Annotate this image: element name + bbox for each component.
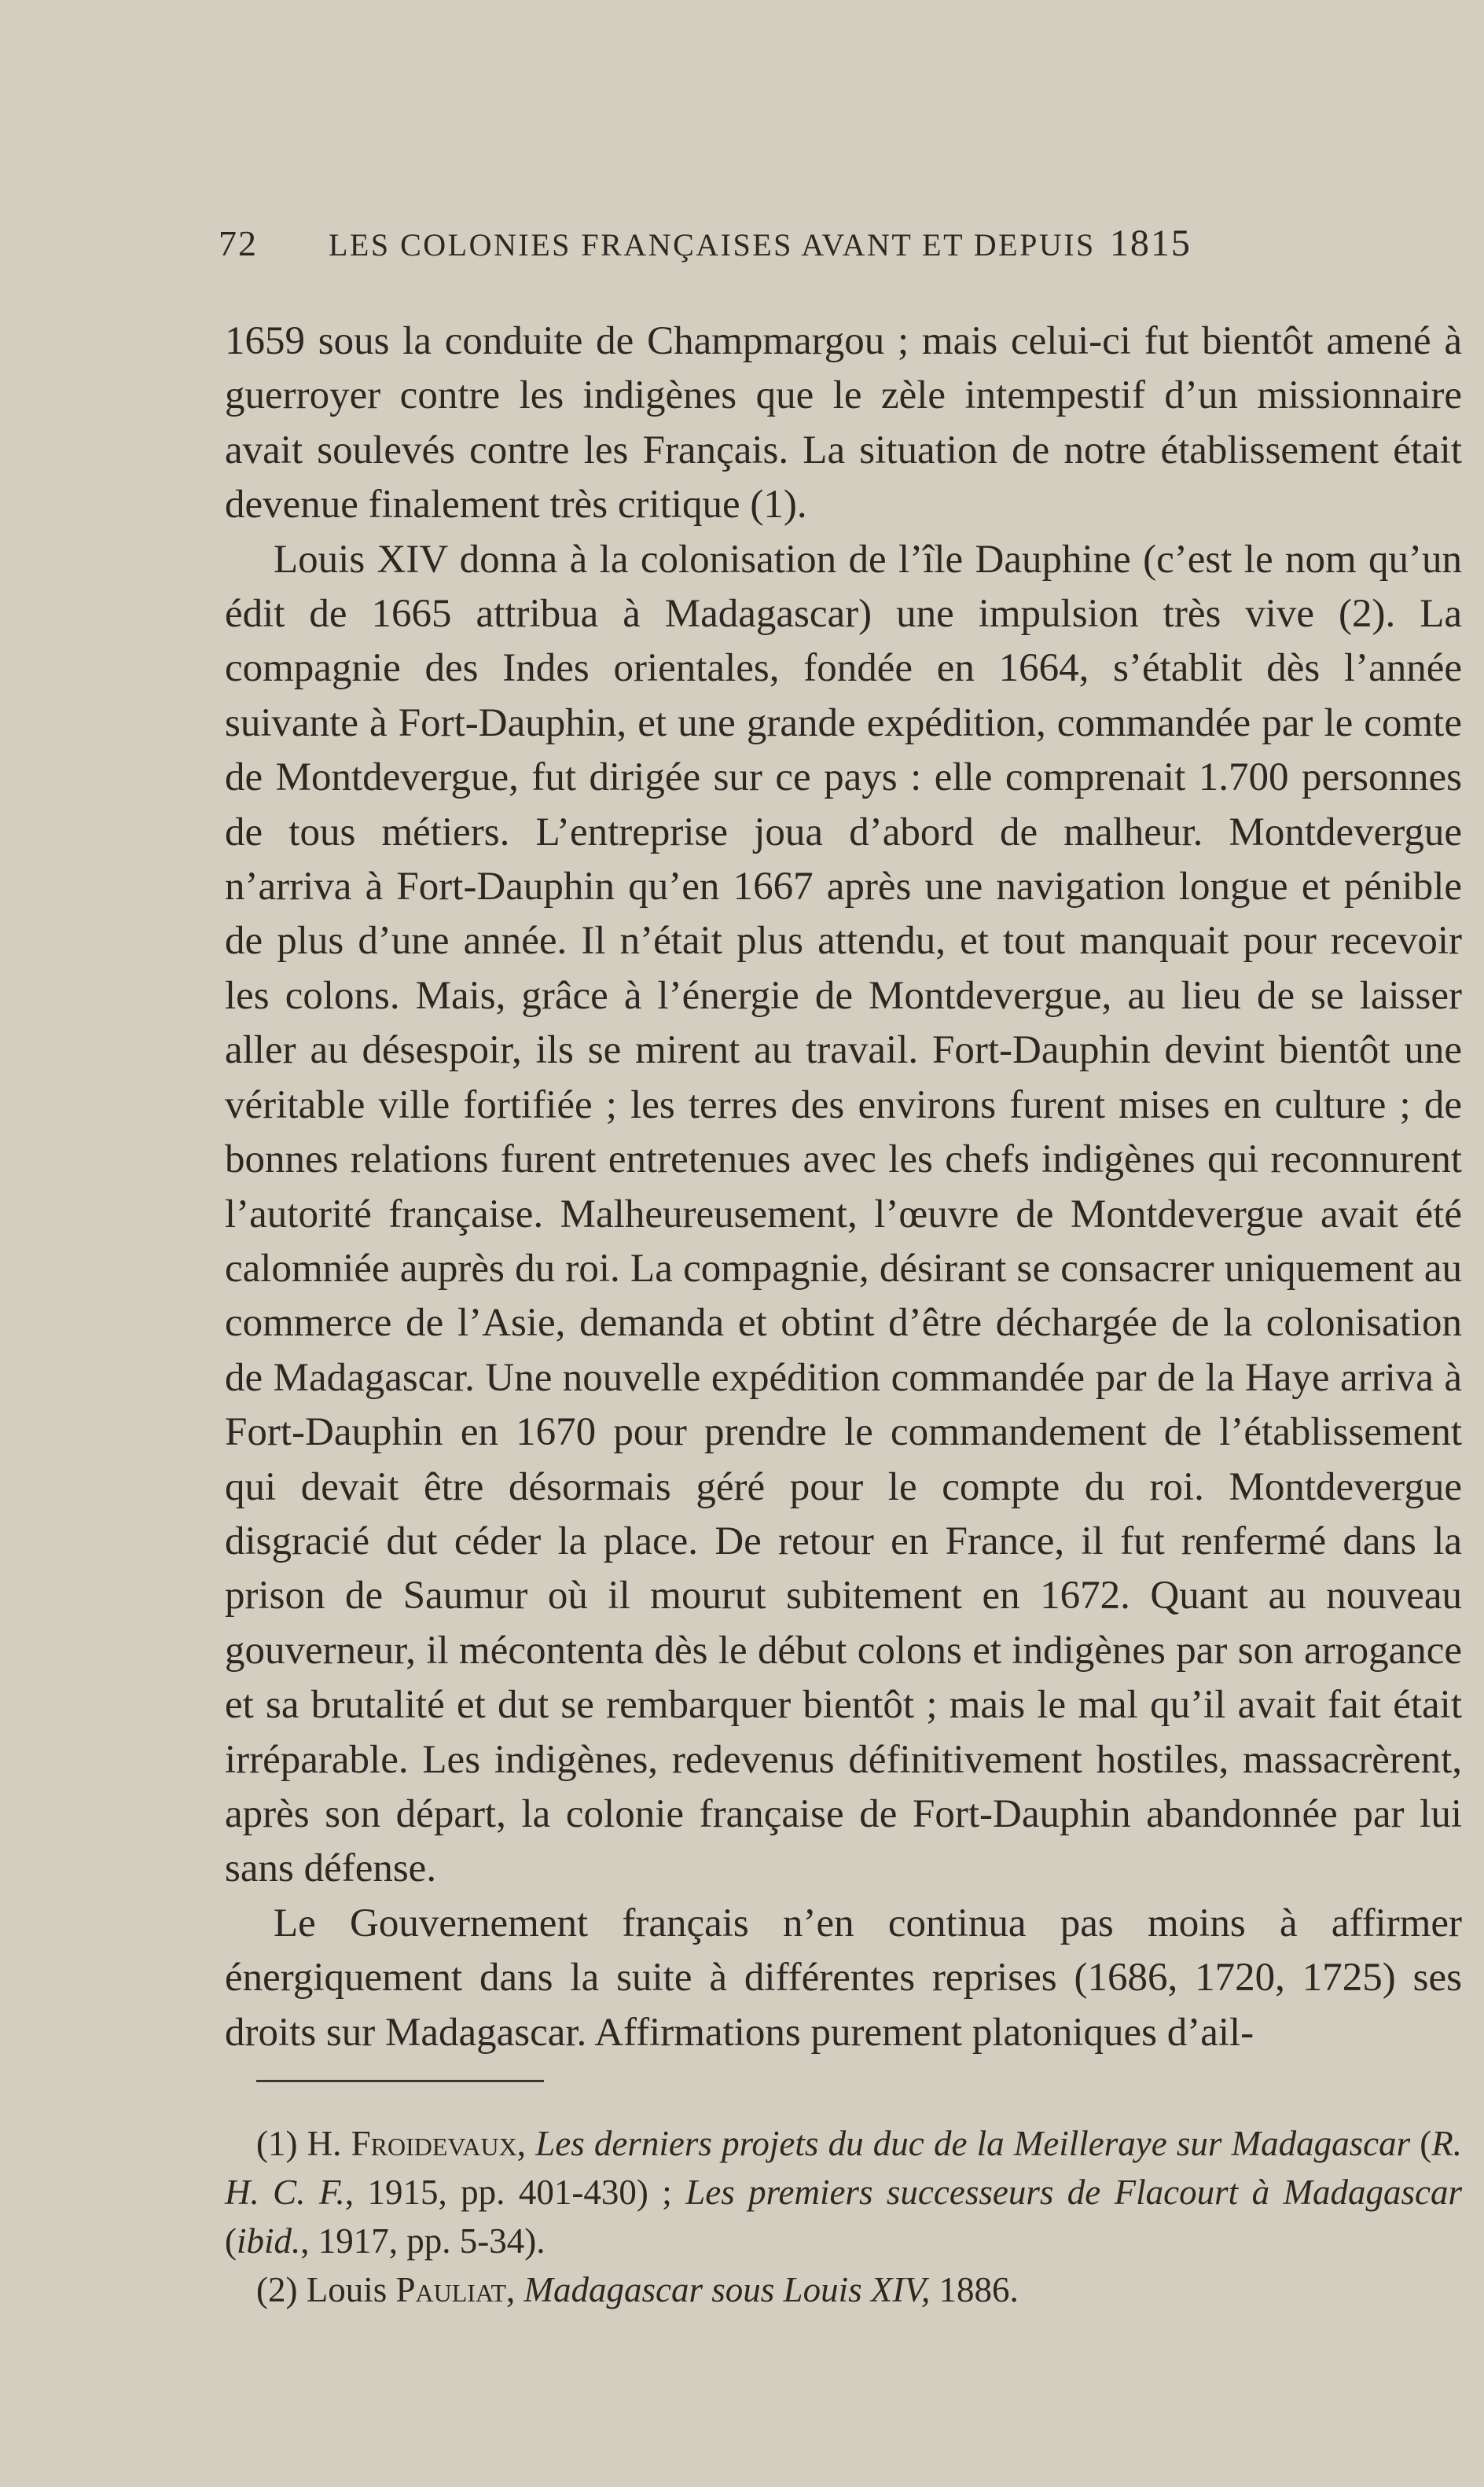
footnote-1-ibid: ibid. <box>237 2221 301 2261</box>
paragraph-1: 1659 sous la conduite de Champmargou ; mais celui-ci fut bientôt amené à guerroyer contre les indigènes que le zèle intempestif d’un missionnaire avait soulevés contre les Français. La situation de notre établissement était devenue finalement très critique (1). <box>225 319 1462 527</box>
paragraph-3: Le Gouvernement français n’en continua pas moins à affirmer énergiquement dans la suite à différentes reprises (1686, 1720, 1725) ses droits sur Madagascar. Affirmations purement platoniques d’ail- <box>225 1901 1462 2055</box>
footnote-1-ref-1-rest: , 1915, pp. 401-430) ; <box>344 2173 672 2212</box>
footnote-rule <box>256 2080 544 2082</box>
footnote-1-ref-2-rest: , 1917, pp. 5-34). <box>300 2221 545 2261</box>
footnote-1-ref-1-open: ( <box>1420 2124 1432 2163</box>
paragraph-2: Louis XIV donna à la colonisation de l’île Dauphine (c’est le nom qu’un édit de 1665 attribua à Madagascar) une impulsion très vive (2). La compagnie des Indes orientales, fondée en 1664, s’établit dès l’année suivante à Fort-Dauphin, et une grande expédition, commandée par le comte de Montdevergue, fut dirigée sur ce pays : elle comprenait 1.700 personnes de tous métiers. L’entreprise joua d’abord de malheur. Montdevergue n’arriva à Fort-Dauphin qu’en 1667 après une navigation longue et pénible de plus d’une année. Il n’était plus attendu, et tout manquait pour recevoir les colons. Mais, grâce à l’énergie de Montdevergue, au lieu de se laisser aller au désespoir, ils se mirent au travail. Fort-Dauphin devint bientôt une véritable ville fortifiée ; les terres des environs furent mises en culture ; de bonnes relations furent entretenues avec les chefs indigènes qui reconnurent l’autorité française. Malheureusement, l’œuvre de Montdevergue avait été calomniée auprès du roi. La compagnie, désirant se consacrer uniquement au commerce de l’Asie, demanda et obtint d’être déchargée de la colonisation de Madagascar. Une nouvelle expédition commandée par de la Haye arriva à Fort-Dauphin en 1670 pour prendre le commandement de l’établissement qui devait être désormais géré pour le compte du roi. Montdevergue disgracié dut céder la place. De retour en France, il fut renfermé dans la prison de Saumur où il mourut subitement en 1672. Quant au nouveau gouverneur, il mécontenta dès le début colons et indigènes par son arrogance et sa brutalité et dut se rembarquer bientôt ; mais le mal qu’il avait fait était irréparable. Les indigènes, redevenus définitivement hostiles, massacrèrent, après son départ, la colonie française de Fort-Dauphin abandonnée par lui sans défense. <box>225 537 1462 1891</box>
page-number: 72 <box>219 223 258 263</box>
footnote-1-marker: (1) H. <box>256 2124 342 2163</box>
running-title: LES COLONIES FRANÇAISES AVANT ET DEPUIS <box>329 227 1096 263</box>
footnote-2-year: 1886. <box>939 2270 1019 2309</box>
footnote-1 <box>225 2119 1462 2265</box>
footnote-2-author: Pauliat, <box>395 2270 516 2309</box>
footnote-1-journal: R. H. C. F. <box>225 2124 1463 2212</box>
footnote-1-author: Froidevaux, <box>351 2124 526 2163</box>
footnotes <box>225 2119 1462 2314</box>
footnote-2-title: Madagascar sous Louis XIV, <box>523 2270 931 2309</box>
footnote-1-title-1: Les derniers projets du duc de la Meilleraye sur Madagascar <box>535 2124 1411 2163</box>
body-text <box>225 314 1462 2060</box>
footnote-2-marker: (2) Louis <box>256 2270 388 2309</box>
footnote-2 <box>225 2265 1462 2314</box>
running-title-year: 1815 <box>1109 222 1192 264</box>
footnote-1-title-2: Les premiers successeurs de Flacourt à Madagascar <box>685 2173 1462 2212</box>
footnote-1-ref-2-open: ( <box>225 2221 237 2261</box>
running-head <box>219 222 1335 277</box>
